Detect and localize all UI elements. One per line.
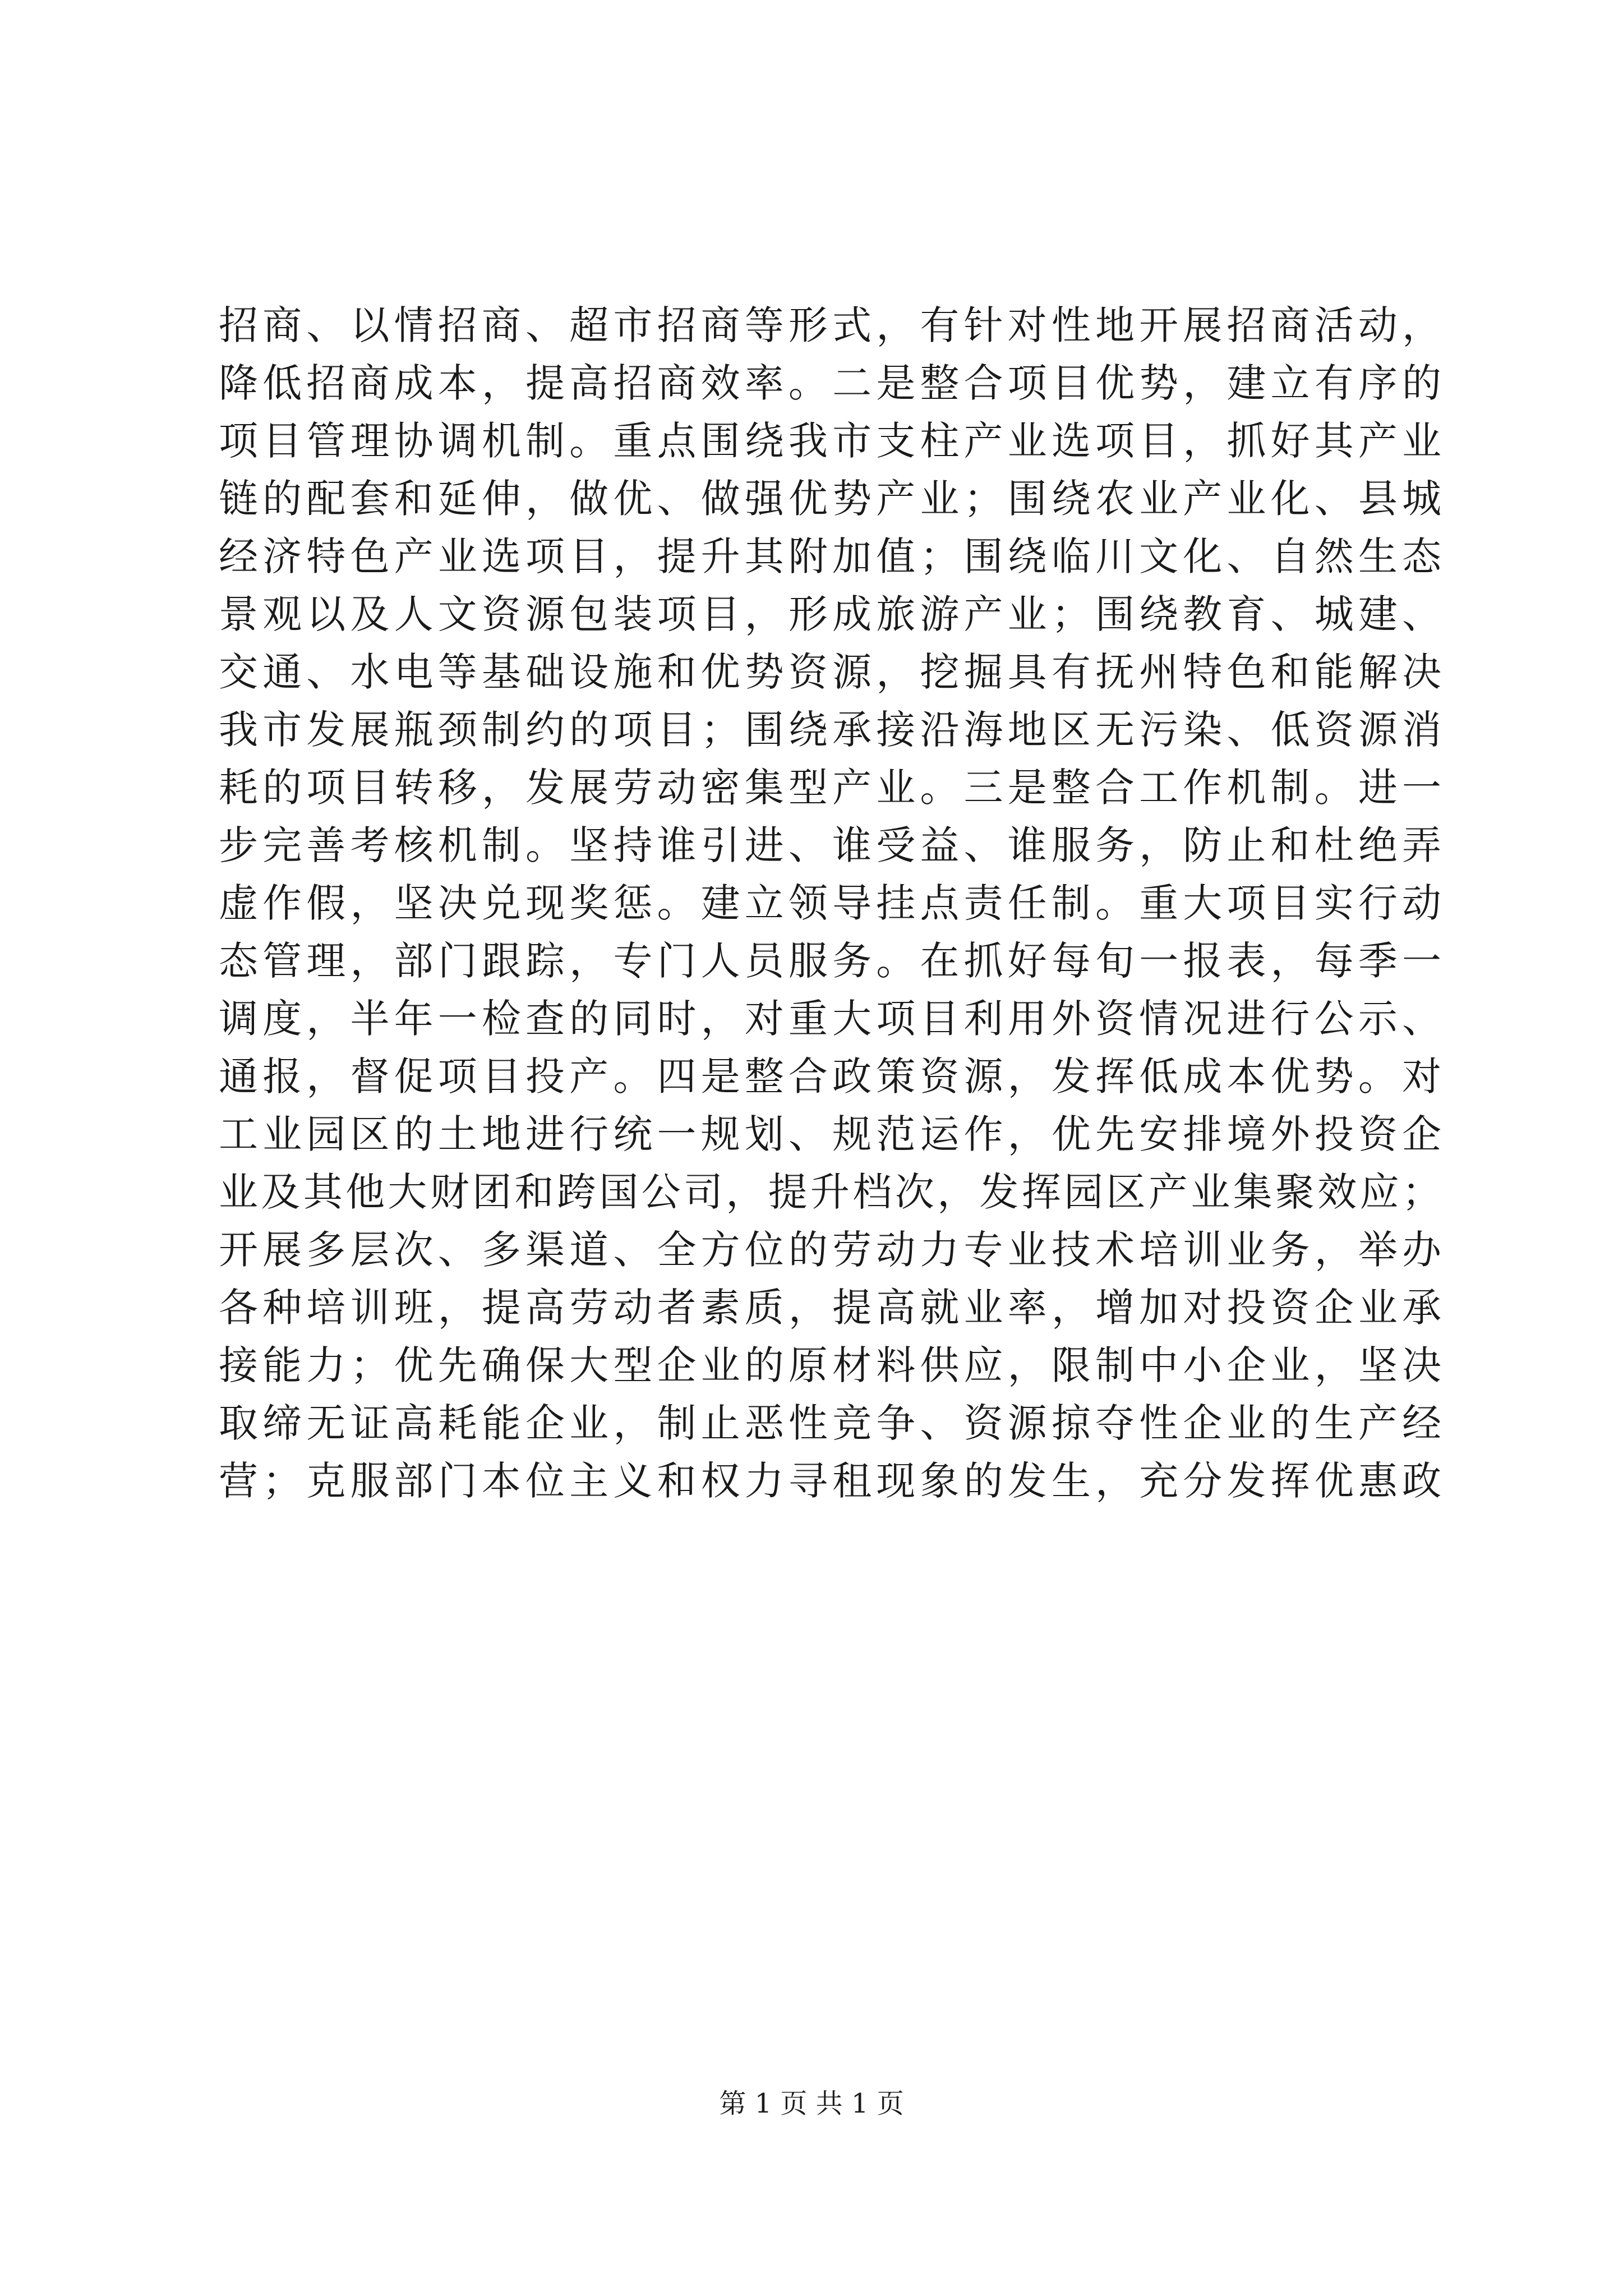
text-line: 耗的项目转移，发展劳动密集型产业。三是整合工作机制。进一 xyxy=(219,765,1441,811)
text-line: 通报，督促项目投产。四是整合政策资源，发挥低成本优势。对 xyxy=(219,1053,1441,1099)
text-line: 态管理，部门跟踪，专门人员服务。在抓好每旬一报表，每季一 xyxy=(219,938,1441,984)
text-line: 开展多层次、多渠道、全方位的劳动力专业技术培训业务，举办 xyxy=(219,1227,1441,1273)
text-line: 工业园区的土地进行统一规划、规范运作，优先安排境外投资企 xyxy=(219,1111,1441,1157)
body-text xyxy=(219,297,1441,1510)
text-line: 虚作假，坚决兑现奖惩。建立领导挂点责任制。重大项目实行动 xyxy=(219,880,1441,926)
page-footer: 第 1 页 共 1 页 xyxy=(719,2088,904,2119)
text-line: 项目管理协调机制。重点围绕我市支柱产业选项目，抓好其产业 xyxy=(219,418,1441,464)
text-line: 调度，半年一检查的同时，对重大项目利用外资情况进行公示、 xyxy=(219,996,1441,1042)
text-line: 步完善考核机制。坚持谁引进、谁受益、谁服务，防止和杜绝弄 xyxy=(219,822,1441,868)
text-line: 招商、以情招商、超市招商等形式，有针对性地开展招商活动， xyxy=(219,302,1441,348)
text-line: 接能力；优先确保大型企业的原材料供应，限制中小企业，坚决 xyxy=(219,1342,1441,1388)
text-line: 我市发展瓶颈制约的项目；围绕承接沿海地区无污染、低资源消 xyxy=(219,707,1441,753)
text-line: 链的配套和延伸，做优、做强优势产业；围绕农业产业化、县城 xyxy=(219,476,1441,522)
text-line: 交通、水电等基础设施和优势资源，挖掘具有抚州特色和能解决 xyxy=(219,649,1441,695)
text-line: 景观以及人文资源包装项目，形成旅游产业；围绕教育、城建、 xyxy=(219,591,1441,637)
text-line: 降低招商成本，提高招商效率。二是整合项目优势，建立有序的 xyxy=(219,360,1441,406)
text-line: 经济特色产业选项目，提升其附加值；围绕临川文化、自然生态 xyxy=(219,533,1441,579)
text-line: 各种培训班，提高劳动者素质，提高就业率，增加对投资企业承 xyxy=(219,1285,1441,1331)
text-line: 营；克服部门本位主义和权力寻租现象的发生，充分发挥优惠政 xyxy=(219,1458,1441,1504)
text-line: 业及其他大财团和跨国公司，提升档次，发挥园区产业集聚效应； xyxy=(219,1169,1441,1215)
text-line: 取缔无证高耗能企业，制止恶性竞争、资源掠夺性企业的生产经 xyxy=(219,1400,1441,1446)
